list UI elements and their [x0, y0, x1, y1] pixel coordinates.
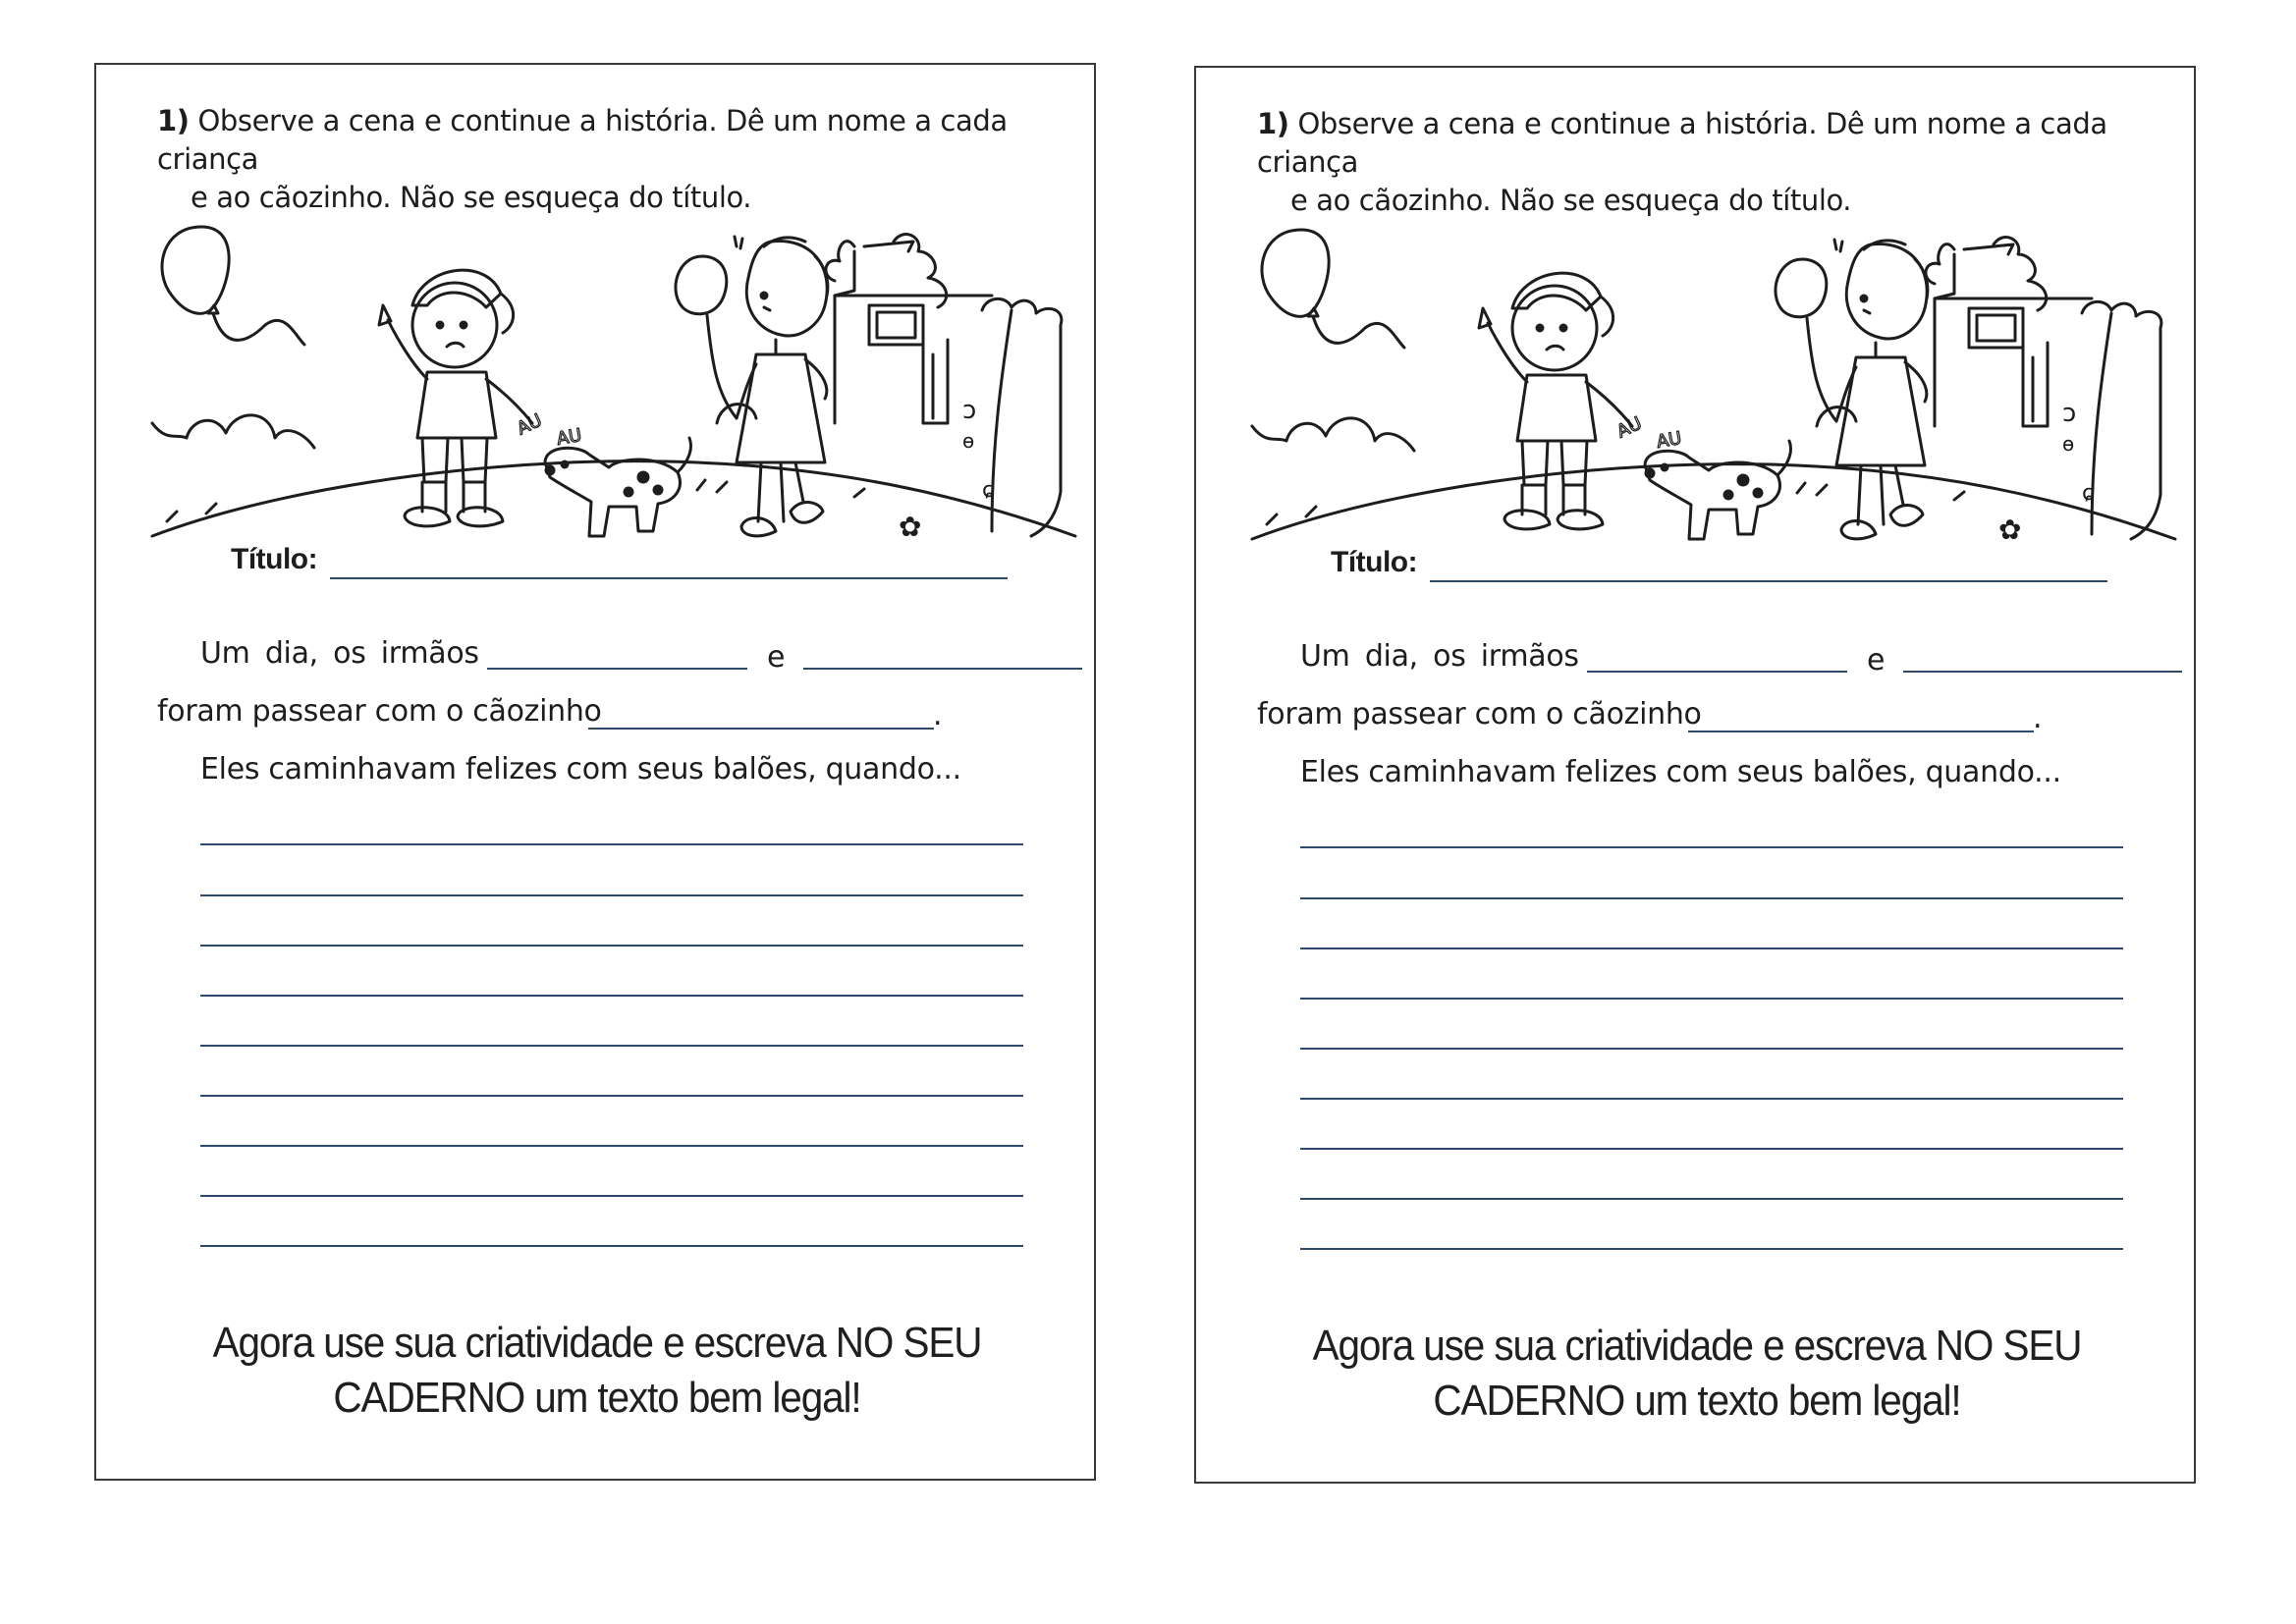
dog-sound-2: AU	[1655, 427, 1683, 453]
writing-line[interactable]	[1300, 947, 2123, 949]
instruction-line-1: Observe a cena e continue a história. Dê um nome a cada criança	[157, 104, 1008, 176]
sentence-2: foram passear com o cãozinho	[1257, 697, 1702, 731]
writing-line[interactable]	[1300, 1148, 2123, 1150]
tree-swirl-2: ɵ	[962, 429, 975, 453]
flower-icon: ✿	[1998, 514, 2022, 546]
writing-line[interactable]	[200, 1045, 1023, 1047]
writing-line[interactable]	[1300, 1248, 2123, 1250]
title-label: Título:	[231, 543, 318, 575]
writing-line[interactable]	[200, 843, 1023, 845]
title-answer-line[interactable]	[1430, 580, 2107, 582]
writing-line[interactable]	[200, 1195, 1023, 1197]
girl-figure	[1836, 241, 1928, 539]
sentence-1-and: e	[1867, 643, 1886, 677]
instruction-line-1: Observe a cena e continue a história. Dê um nome a cada criança	[1257, 107, 2107, 179]
writing-line[interactable]	[200, 1245, 1023, 1247]
instruction-number: 1)	[157, 104, 190, 137]
instruction-number: 1)	[1257, 107, 1289, 140]
tree-swirl-3: ɕ	[2082, 481, 2095, 506]
footer-line-2: CADERNO um texto bem legal!	[333, 1374, 861, 1422]
writing-line[interactable]	[1300, 998, 2123, 1000]
dog-name-line[interactable]	[588, 728, 934, 730]
writing-line[interactable]	[200, 1095, 1023, 1097]
boy-figure	[379, 270, 532, 526]
sentence-2-period: .	[933, 698, 943, 732]
tree-swirl-1: ↄ	[962, 396, 977, 425]
dog-name-line[interactable]	[1688, 731, 2034, 732]
hill	[152, 461, 1075, 536]
sentence-1: Um dia, os irmãos	[200, 636, 479, 671]
scene-illustration	[147, 197, 1080, 585]
sentence-2: foram passear com o cãozinho	[157, 694, 602, 729]
writing-line[interactable]	[1300, 1098, 2123, 1100]
loose-balloon-icon	[1262, 230, 1404, 348]
title-answer-line[interactable]	[330, 577, 1008, 579]
writing-line[interactable]	[200, 894, 1023, 896]
sibling-1-name-line[interactable]	[487, 668, 747, 670]
tree-swirl-1: ↄ	[2062, 399, 2077, 428]
dog-sound-1: AU	[514, 409, 546, 440]
sentence-2-period: .	[2033, 701, 2043, 735]
writing-line[interactable]	[1300, 1048, 2123, 1050]
instruction-line-2: e ao cãozinho. Não se esqueça do título.	[191, 181, 752, 214]
instruction-line-2: e ao cãozinho. Não se esqueça do título.	[1290, 184, 1852, 217]
writing-line[interactable]	[1300, 846, 2123, 848]
writing-line[interactable]	[200, 945, 1023, 947]
dog-figure	[545, 438, 691, 536]
boy-figure	[1479, 273, 1632, 529]
writing-line[interactable]	[1300, 897, 2123, 899]
girl-balloon-icon	[1776, 240, 1842, 421]
worksheet-right	[1194, 66, 2196, 1484]
hill	[1252, 464, 2175, 539]
flower-icon: ✿	[899, 511, 922, 543]
dog-sound-1: AU	[1613, 412, 1646, 443]
loose-balloon-icon	[162, 227, 304, 345]
footer-line-2: CADERNO um texto bem legal!	[1433, 1377, 1961, 1425]
girl-figure	[737, 238, 828, 536]
tree-trunk	[2092, 313, 2111, 534]
sibling-2-name-line[interactable]	[803, 668, 1082, 670]
sibling-2-name-line[interactable]	[1903, 671, 2182, 673]
sentence-3: Eles caminhavam felizes com seus balões, quando...	[1300, 755, 2061, 789]
girl-balloon-icon	[676, 237, 742, 418]
writing-line[interactable]	[1300, 1198, 2123, 1200]
tree-trunk	[992, 310, 1011, 531]
writing-line[interactable]	[200, 1145, 1023, 1147]
dog-sound-2: AU	[555, 424, 583, 450]
footer-message	[173, 1316, 1022, 1426]
footer-line-1: Agora use sua criatividade e escreva NO SEU	[212, 1319, 982, 1367]
footer-message	[1273, 1319, 2122, 1429]
sentence-1: Um dia, os irmãos	[1300, 639, 1579, 674]
bushes-left	[152, 415, 314, 448]
tree-swirl-3: ɕ	[982, 478, 995, 503]
sentence-3: Eles caminhavam felizes com seus balões, quando...	[200, 752, 961, 786]
dog-figure	[1645, 441, 1791, 539]
bushes-left	[1252, 418, 1414, 451]
sibling-1-name-line[interactable]	[1587, 671, 1847, 673]
worksheet-left	[94, 63, 1096, 1481]
scene-illustration	[1247, 200, 2180, 588]
tree-swirl-2: ɵ	[2062, 432, 2075, 456]
title-label: Título:	[1331, 546, 1418, 578]
sentence-1-and: e	[767, 640, 786, 675]
writing-line[interactable]	[200, 995, 1023, 997]
footer-line-1: Agora use sua criatividade e escreva NO SEU	[1312, 1322, 2082, 1370]
